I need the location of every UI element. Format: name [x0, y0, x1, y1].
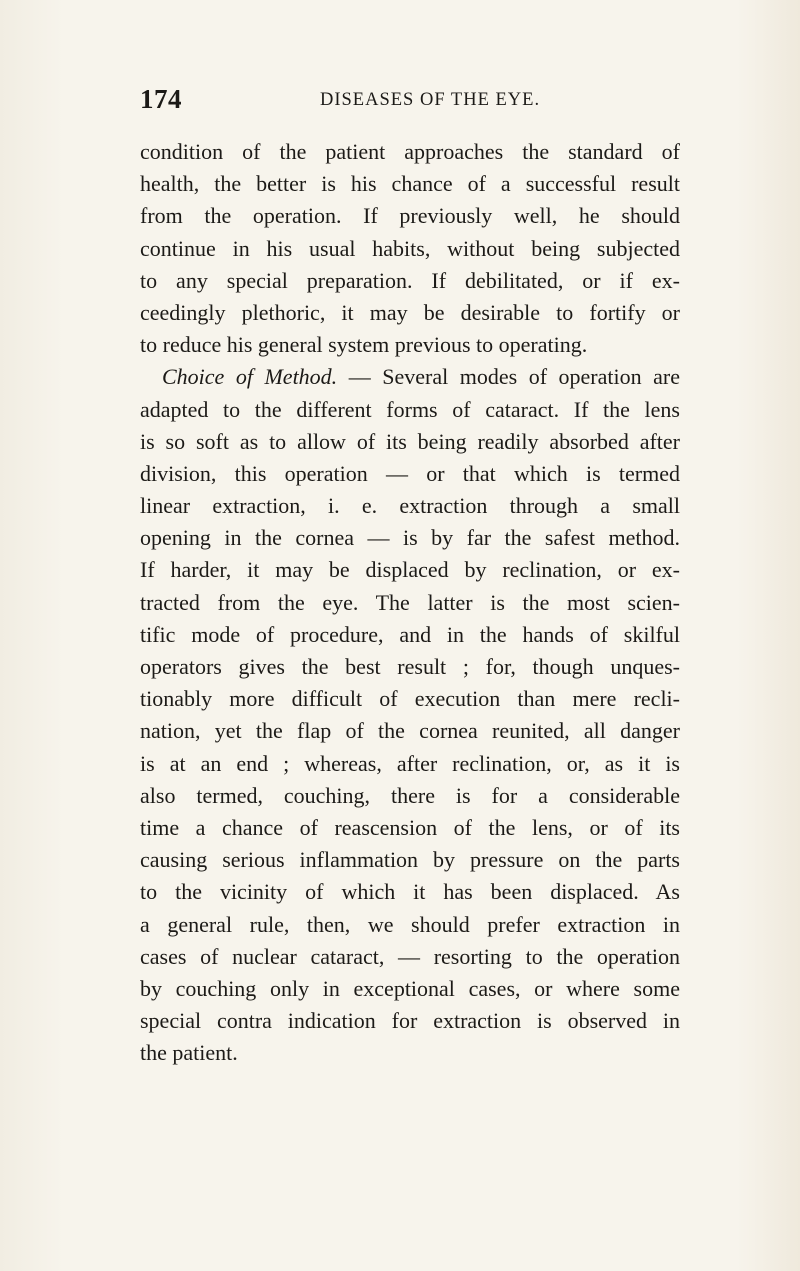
text-line: causing serious inflammation by pressure on the parts — [140, 847, 680, 873]
text-line: a general rule, then, we should prefer extraction in — [140, 911, 680, 937]
text-line: health, the better is his chance of a successful result — [140, 171, 680, 197]
body-text — [140, 136, 680, 1069]
text-line: to any special preparation. If debilitated, or if ex- — [140, 267, 680, 293]
text-line: condition of the patient approaches the standard of — [140, 139, 680, 164]
text-line: cases of nuclear cataract, — resorting to the operation — [140, 943, 680, 969]
text-line: time a chance of reascension of the lens, or of its — [140, 814, 680, 840]
text-line: special contra indication for extraction is observed in — [140, 1008, 680, 1034]
text-line: also termed, couching, there is for a considerable — [140, 782, 680, 808]
text-line: is so soft as to allow of its being readily absorbed after — [140, 428, 680, 454]
text-line: to the vicinity of which it has been displaced. As — [140, 879, 680, 905]
text-line: ceedingly plethoric, it may be desirable to fortify or — [140, 299, 680, 325]
text-line: If harder, it may be displaced by reclination, or ex- — [140, 557, 680, 583]
text-line: by couching only in exceptional cases, or where some — [140, 975, 680, 1001]
text-line: tific mode of procedure, and in the hands of skilful — [140, 621, 680, 647]
text-line: to reduce his general system previous to operating. — [140, 332, 588, 358]
section-heading: Choice of Method. — [162, 364, 338, 390]
text-line: continue in his usual habits, without being subjected — [140, 235, 680, 261]
text-line: tracted from the eye. The latter is the most scien- — [140, 589, 680, 615]
text-line: is at an end ; whereas, after reclination, or, as it is — [140, 750, 680, 776]
text-line: the patient. — [140, 1040, 238, 1066]
text-line: linear extraction, i. e. extraction through a small — [140, 493, 680, 519]
running-head — [140, 84, 670, 118]
text-line: adapted to the different forms of cataract. If the lens — [140, 396, 680, 422]
running-title: DISEASES OF THE EYE. — [320, 90, 541, 110]
text-line: division, this operation — or that which is termed — [140, 460, 680, 486]
text-line: opening in the cornea — is by far the safest method. — [140, 525, 680, 551]
text-line: tionably more difficult of execution than mere recli- — [140, 686, 680, 712]
text-line: operators gives the best result ; for, though unques- — [140, 654, 680, 679]
section-lead-text: — Several modes of operation are — [337, 364, 680, 390]
text-line: nation, yet the flap of the cornea reunited, all danger — [140, 718, 680, 744]
text-line: from the operation. If previously well, he should — [140, 203, 680, 229]
section-first-line — [140, 361, 680, 393]
page-number: 174 — [140, 84, 182, 114]
